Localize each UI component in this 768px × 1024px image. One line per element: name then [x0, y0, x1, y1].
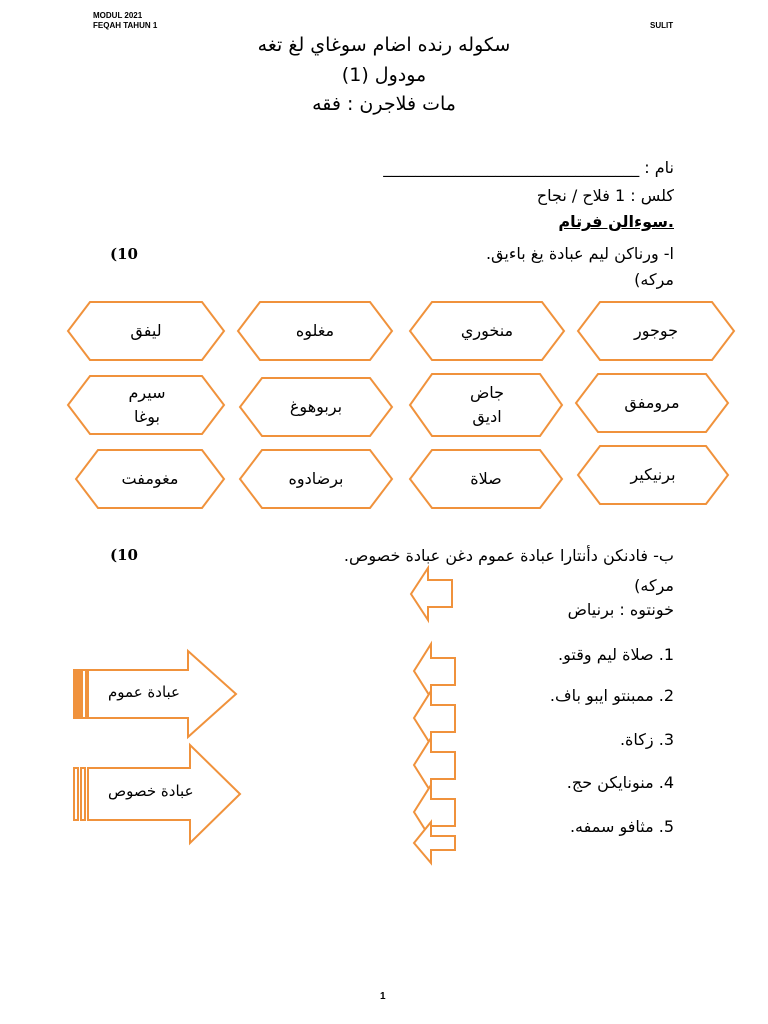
module-label: مودول (1) [341, 64, 427, 86]
hex-label-9: برنيكير [630, 465, 676, 484]
hex-label-4: ليفق [130, 321, 162, 340]
target-label-umum: عبادة عموم [108, 683, 181, 701]
question-b-marks-word: مركه) [634, 576, 674, 595]
school-title: سكوله رنده اضام سوغاي لغ تغه [257, 34, 511, 56]
question-b-item-3: 3. زكاة. [619, 730, 674, 749]
hex-label-2: منخوري [460, 321, 514, 340]
hex-label-7: بربوهوغ [289, 397, 343, 416]
question-b-text: ب- فادنكن دأنتارا عبادة عموم دغن عبادة خصوص. [343, 546, 674, 565]
question-b-marks: (10 [110, 546, 138, 564]
example-arrow [411, 568, 452, 620]
answer-arrow-4 [414, 785, 455, 839]
question-b-item-5: 5. مثافو سمفه. [569, 817, 674, 836]
hex-label-3: مغلوه [295, 321, 335, 340]
subject-code: FEQAH TAHUN 1 [93, 21, 158, 30]
target-2-band [74, 768, 78, 820]
hex-label-8: سيرم بوغا [128, 383, 166, 426]
question-a-marks-word: مركه) [634, 270, 674, 289]
hex-label-11: برضادوه [288, 469, 344, 488]
target-1-band [74, 670, 80, 718]
hex-label-12: مغومفت [121, 469, 179, 488]
page-number: 1 [380, 991, 386, 1002]
classification-label: SULIT [650, 21, 674, 30]
answer-arrow-1 [414, 644, 455, 698]
answer-arrow-5 [414, 822, 455, 863]
hex-label-1: جوجور [633, 321, 679, 340]
class-field: كلس : 1 فلاح / نجاح [536, 186, 674, 205]
answer-arrow-3 [414, 738, 455, 792]
target-label-khusus: عبادة خصوص [108, 782, 194, 800]
hex-label-5: مرومفق [624, 393, 680, 412]
module-year: MODUL 2021 [93, 11, 143, 20]
question-a-marks: (10 [110, 245, 138, 263]
section-heading: .سوءالن فرتام [558, 212, 674, 231]
subject-label: مات فلاجرن : فقه [312, 93, 456, 115]
question-a-text: ا- ورناكن ليم عبادة يغ باءيق. [485, 244, 674, 263]
answer-arrow-2 [414, 691, 455, 745]
question-b-example: خونتوه : برنياض [567, 600, 674, 619]
question-b-item-4: 4. منونايكن حج. [566, 773, 674, 792]
question-b-item-1: 1. صلاة ليم وقتو. [558, 645, 674, 664]
hex-label-6: جاض اديق [469, 383, 505, 426]
name-field: نام : ________________________________ [383, 158, 674, 177]
question-b-item-2: 2. ممبنتو ايبو باف. [549, 686, 674, 705]
hex-label-10: صلاة [470, 469, 502, 488]
